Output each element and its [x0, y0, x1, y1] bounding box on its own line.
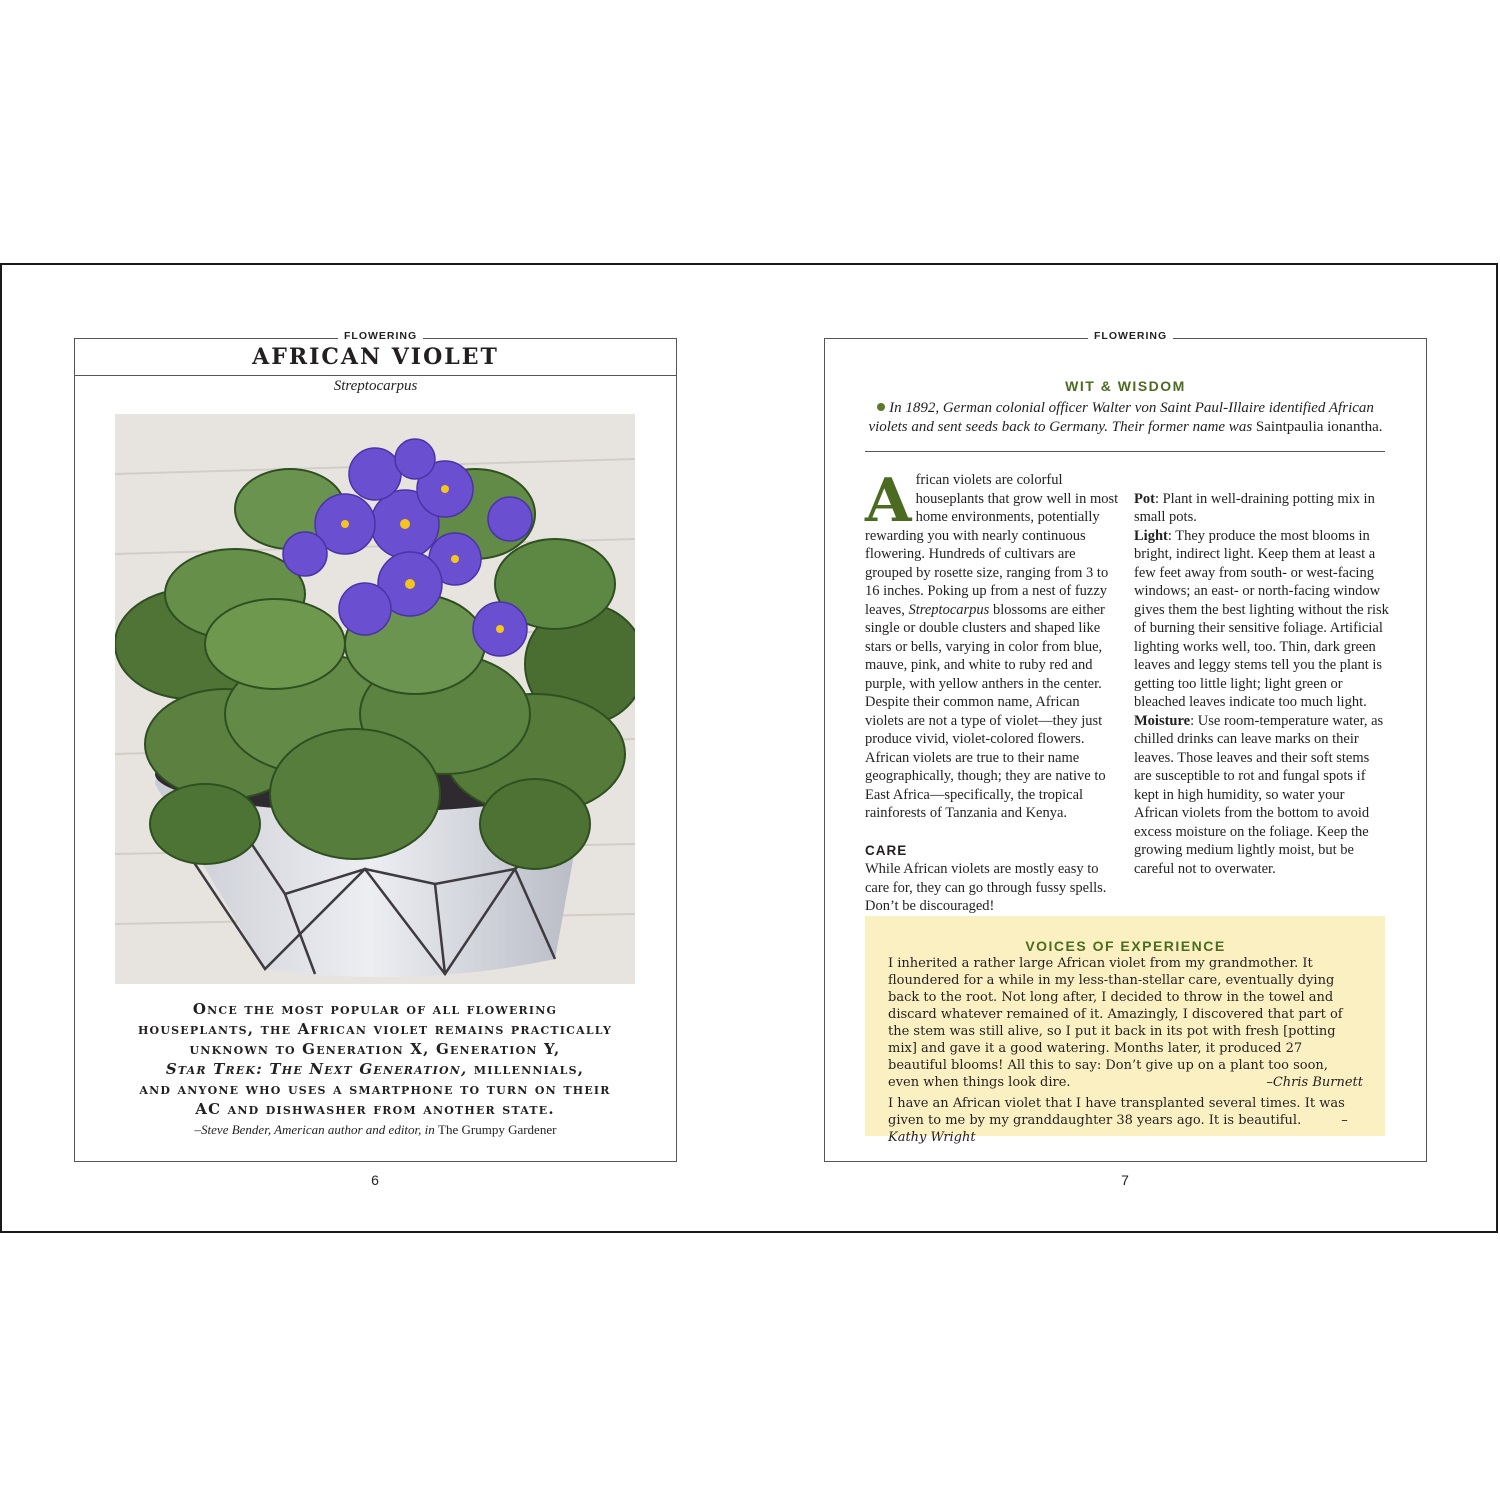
page-number-left: 6 — [371, 1172, 379, 1188]
quote-text: millennials, — [467, 1060, 585, 1078]
body-column-1 — [865, 466, 1119, 916]
care-text: While African violets are mostly easy to care for, they can go through fussy spells. Don’t be discouraged! — [865, 861, 1107, 914]
voice-text: I inherited a rather large African violet from my grandmother. It floundered for a while in my less-than-stellar care, eventually dying back to the root. Not long after, I decided to throw in the towel and discard whatever remained of it. Amazingly, I discovered that part of the stem was still alive, so I put it back in its pot with fresh [potting mix] and gave it a good watering. Months later, it produced 27 beautiful blooms! All this to say: Don’t give up on a plant too soon, even when things look dire. — [888, 956, 1343, 1090]
pot-label: Pot — [1134, 490, 1155, 507]
moisture-label: Moisture — [1134, 712, 1191, 729]
credit-source: The Grumpy Gardener — [438, 1122, 557, 1137]
voices-heading: VOICES OF EXPERIENCE — [1025, 938, 1226, 954]
voice-text: I have an African violet that I have transplanted several times. It was given to me by my granddaughter 38 years ago. It is beautiful. — [888, 1096, 1345, 1128]
pull-quote — [110, 999, 640, 1119]
care-heading: CARE — [865, 842, 908, 858]
plant-title: AFRICAN VIOLET — [252, 344, 499, 370]
intro-italic: Streptocarpus — [908, 601, 990, 618]
body-column-2 — [1134, 471, 1390, 878]
moisture-paragraph — [1134, 712, 1390, 879]
pot-text: : Plant in well-draining potting mix in small pots. — [1134, 490, 1375, 525]
voice-author: –Chris Burnett — [1266, 1075, 1363, 1090]
divider — [865, 451, 1385, 452]
pot-paragraph — [1134, 490, 1390, 527]
light-paragraph — [1134, 527, 1390, 712]
quote-line: houseplants, the African violet remains practically — [137, 1020, 613, 1038]
light-label: Light — [1134, 527, 1168, 544]
quote-line: Once the most popular of all flowering — [192, 1000, 558, 1018]
moisture-text: : Use room-temperature water, as chilled drinks can leave marks on their leaves. Those leaves and their soft stems are susceptible to rot and fungal spots if kept in high humidity, so water your African violets from the bottom to avoid excess moisture on the foliage. Keep the growing medium lightly moist, but be careful not to overwater. — [1134, 712, 1384, 877]
voices-of-experience-box — [865, 916, 1385, 1145]
column-continuation — [1134, 471, 1390, 490]
section-label-left: FLOWERING — [338, 329, 423, 343]
quote-line: and anyone who uses a smartphone to turn on their — [139, 1080, 611, 1098]
african-violet-photo — [115, 414, 635, 984]
bullet-icon — [877, 403, 885, 411]
quote-italic: Star Trek: The Next Generation, — [165, 1060, 468, 1078]
wit-body: In 1892, German colonial officer Walter von Saint Paul-Illaire identified African violets and sent seeds back to Germany. Their former name was — [868, 400, 1374, 435]
voice-author: –Kathy Wright — [888, 1113, 1348, 1145]
quote-line: unknown to Generation X, Generation Y, — [189, 1040, 561, 1058]
intro-text: frican violets are colorful houseplants that grow well in most home environments, potentially rewarding you with nearly continuous flowering. Hundreds of cultivars are grouped by rosette size, ranging from 3 to 16 inches. Poking up from a nest of fuzzy leaves, — [865, 472, 1119, 618]
voice-entry — [888, 1095, 1363, 1146]
quote-credit — [74, 1122, 677, 1138]
title-box — [74, 338, 677, 376]
drop-cap: A — [865, 466, 912, 536]
light-text: : They produce the most blooms in bright, indirect light. Keep them at least a few feet away from south- or west-facing windows; an east- or north-facing window gives them the best lighting without the risk of burning their sensitive foliage. Artificial lighting works well, too. Thin, dark green leaves and leggy stems tell you the plant is getting too little light; light green or bleached leaves indicate too much light. — [1134, 527, 1389, 710]
page-number-right: 7 — [1121, 1172, 1129, 1188]
section-label-right: FLOWERING — [1088, 329, 1173, 343]
wit-wisdom-heading: WIT & WISDOM — [1065, 378, 1186, 394]
wit-plant-name: Saintpaulia ionantha. — [1255, 419, 1383, 435]
voice-entry — [888, 955, 1363, 1091]
credit-text: –Steve Bender, American author and editor, in — [194, 1122, 439, 1137]
wit-wisdom-text — [862, 399, 1389, 437]
quote-line — [110, 1059, 640, 1079]
quote-line: AC and dishwasher from another state. — [195, 1100, 555, 1118]
intro-paragraph — [865, 466, 1119, 823]
latin-name: Streptocarpus — [333, 378, 418, 394]
intro-text: blossoms are either single or double clusters and shaped like stars or bells, varying in color from blue, mauve, pink, and white to ruby red and purple, with yellow anthers in the center. Despite their common name, African violets are not a type of violet—they just produce vivid, violet-colored flowers. African violets are true to their name geographically, though; they are native to East Africa—specifically, the tropical rainforests of Tanzania and Kenya. — [865, 601, 1106, 821]
